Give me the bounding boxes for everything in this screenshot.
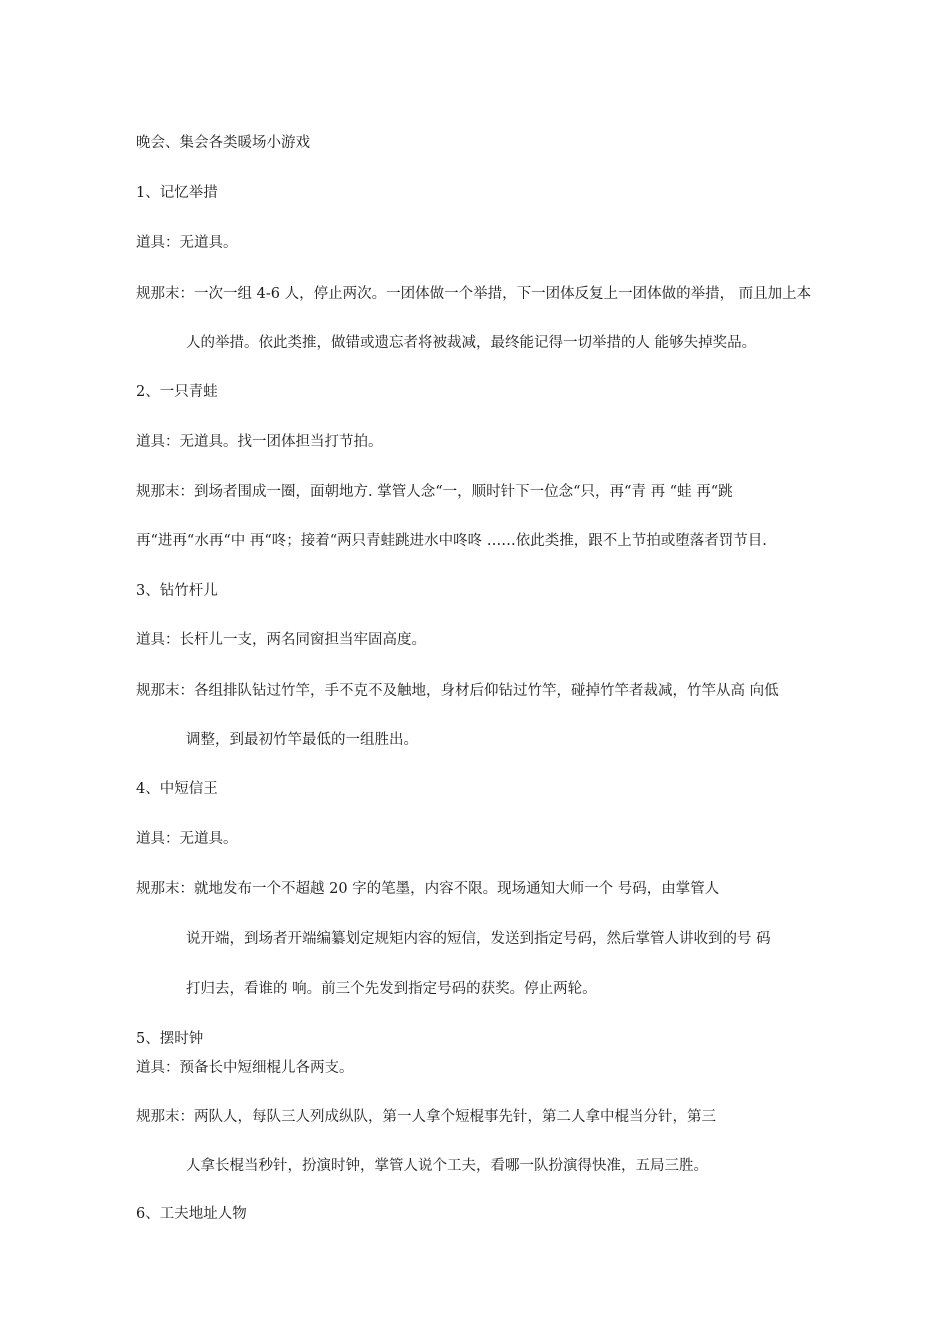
game-rules-line: 规那末：两队人，每队三人列成纵队，第一人拿个短棍事先针，第二人拿中棍当分针，第三: [136, 1109, 716, 1125]
game-props: 道具：长杆儿一支，两名同窗担当牢固高度。: [136, 632, 426, 648]
game-props: 道具：预备长中短细棍儿各两支。: [136, 1060, 354, 1076]
game-heading: 3、钻竹杆儿: [136, 583, 218, 599]
game-heading: 1、记忆举措: [136, 185, 218, 201]
game-heading: 6、工夫地址人物: [136, 1206, 247, 1222]
game-props: 道具：无道具。找一团体担当打节拍。: [136, 434, 383, 450]
game-heading: 2、一只青蛙: [136, 384, 218, 400]
game-rules-line: 规那末：到场者围成一圈，面朝地方. 掌管人念“一，顺时针下一位念“只，再“青 再 “蛙 再“跳: [136, 484, 733, 500]
game-rules-line: 人拿长棍当秒针，扮演时钟，掌管人说个工夫，看哪一队扮演得快准，五局三胜。: [186, 1158, 708, 1174]
game-props: 道具：无道具。: [136, 831, 238, 847]
game-rules-line: 规那末：一次一组 4-6 人，停止两次。一团体做一个举措，下一团体反复上一团体做的举措， 而且加上本: [136, 286, 812, 302]
game-props: 道具：无道具。: [136, 235, 238, 251]
document-title: 晚会、集会各类暖场小游戏: [136, 135, 310, 151]
game-rules-line: 调整，到最初竹竿最低的一组胜出。: [186, 732, 418, 748]
game-rules-line: 说开端，到场者开端编纂划定规矩内容的短信，发送到指定号码，然后掌管人讲收到的号 码: [186, 931, 771, 947]
game-heading: 4、中短信王: [136, 781, 218, 797]
game-rules-line: 规那末：各组排队钻过竹竿，手不克不及触地，身材后仰钻过竹竿，碰掉竹竿者裁减，竹竿从高 向低: [136, 683, 779, 699]
game-rules-line: 打归去，看谁的 响。前三个先发到指定号码的获奖。停止两轮。: [186, 981, 597, 997]
game-heading: 5、摆时钟: [136, 1031, 204, 1047]
game-rules-line: 人的举措。依此类推，做错或遗忘者将被裁减，最终能记得一切举措的人 能够失掉奖品。: [186, 335, 757, 351]
game-rules-line: 规那末：就地发布一个不超越 20 字的笔墨，内容不限。现场通知大师一个 号码，由掌管人: [136, 881, 720, 897]
game-rules-line: 再“进再“水再“中 再“咚；接着“两只青蛙跳进水中咚咚 ……依此类推，跟不上节拍或堕落者罚节目.: [136, 533, 767, 549]
